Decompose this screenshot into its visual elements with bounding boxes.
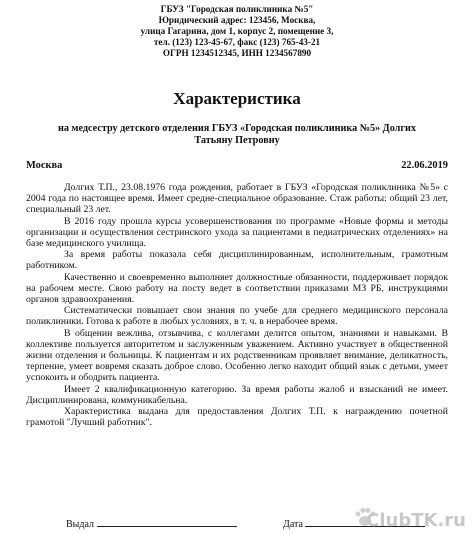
org-ogrn-inn: ОГРН 1234512345, ИНН 1234567890 (162, 48, 312, 58)
document-title: Характеристика (173, 89, 301, 108)
watermark-text: ClubTK.ru (366, 510, 466, 531)
paragraph-biography: Долгих Т.П., 23.08.1976 года рождения, работает в ГБУЗ «Городская поликлиника №5» с 2004 года по настоящее время. Имеет средне-специальное образование. Стаж работы: общий 23 лет, специальный 23 лет. (26, 182, 448, 216)
org-legal-address: Юридический адрес: 123456, Москва, (158, 15, 316, 25)
issued-by-signature-line (97, 517, 237, 527)
paragraph-duties: Качественно и своевременно выполняет должностные обязанности, поддерживает порядок на рабочем месте. Свою работу на посту ведет в соответствии приказами МЗ РБ, инструкциями органов здравоохранения. (26, 271, 448, 306)
document-subtitle (20, 123, 454, 147)
subtitle-line-2: Татьяну Петровну (194, 135, 280, 146)
subtitle-line-1: на медсестру детского отделения ГБУЗ «Городская поликлиника №5» Долгих (58, 123, 416, 134)
document-body (26, 182, 448, 428)
document-date: 22.06.2019 (401, 160, 448, 171)
document-city: Москва (26, 160, 63, 171)
org-name: ГБУЗ "Городская поликлиника №5" (160, 4, 314, 14)
paragraph-education: Систематически повышает свои знания по учебе для среднего медицинского персонала поликлиники. Готова к работе в любых условиях, в т. ч. в нерабочее время. (26, 305, 448, 328)
issued-by-label: Выдал (66, 519, 94, 530)
org-phone-fax: тел. (123) 123-45-67, факс (123) 765-43-21 (153, 37, 321, 47)
issue-date-label: Дата (283, 519, 303, 530)
issued-by-field (66, 517, 237, 530)
paragraph-training: В 2016 году прошла курсы усовершенствования по программе «Новые формы и методы организации и осуществления сестринского ухода за пациентами в педиатрических отделениях» на базе медицинского училища. (26, 215, 448, 250)
paragraph-purpose: Характеристика выдана для предоставления Долгих Т.П. к награждению почетной грамотой "Лучший работник". (26, 406, 448, 429)
paragraph-communication: В общении вежлива, отзывчива, с коллегами делится опытом, знаниями и навыками. В коллективе пользуется авторитетом и заслуженным уважением. Активно участвует в общественной жизни отделения и больницы. К пациентам и их родственникам проявляет внимание, деликатность, терпение, умеет вовремя сказать доброе слово. Особенно легко находит общий язык с детьми, умеет успокоить и ободрить пациента. (26, 327, 448, 384)
paragraph-qualification: Имеет 2 квалификационную категорию. За время работы жалоб и взысканий не имеет. Дисциплинирована, коммуникабельна. (26, 383, 448, 406)
org-street-address: улица Гагарина, дом 1, корпус 2, помещение 3, (140, 26, 334, 36)
paragraph-discipline: За время работы показала себя дисциплинированным, исполнительным, грамотным работником. (26, 249, 448, 272)
